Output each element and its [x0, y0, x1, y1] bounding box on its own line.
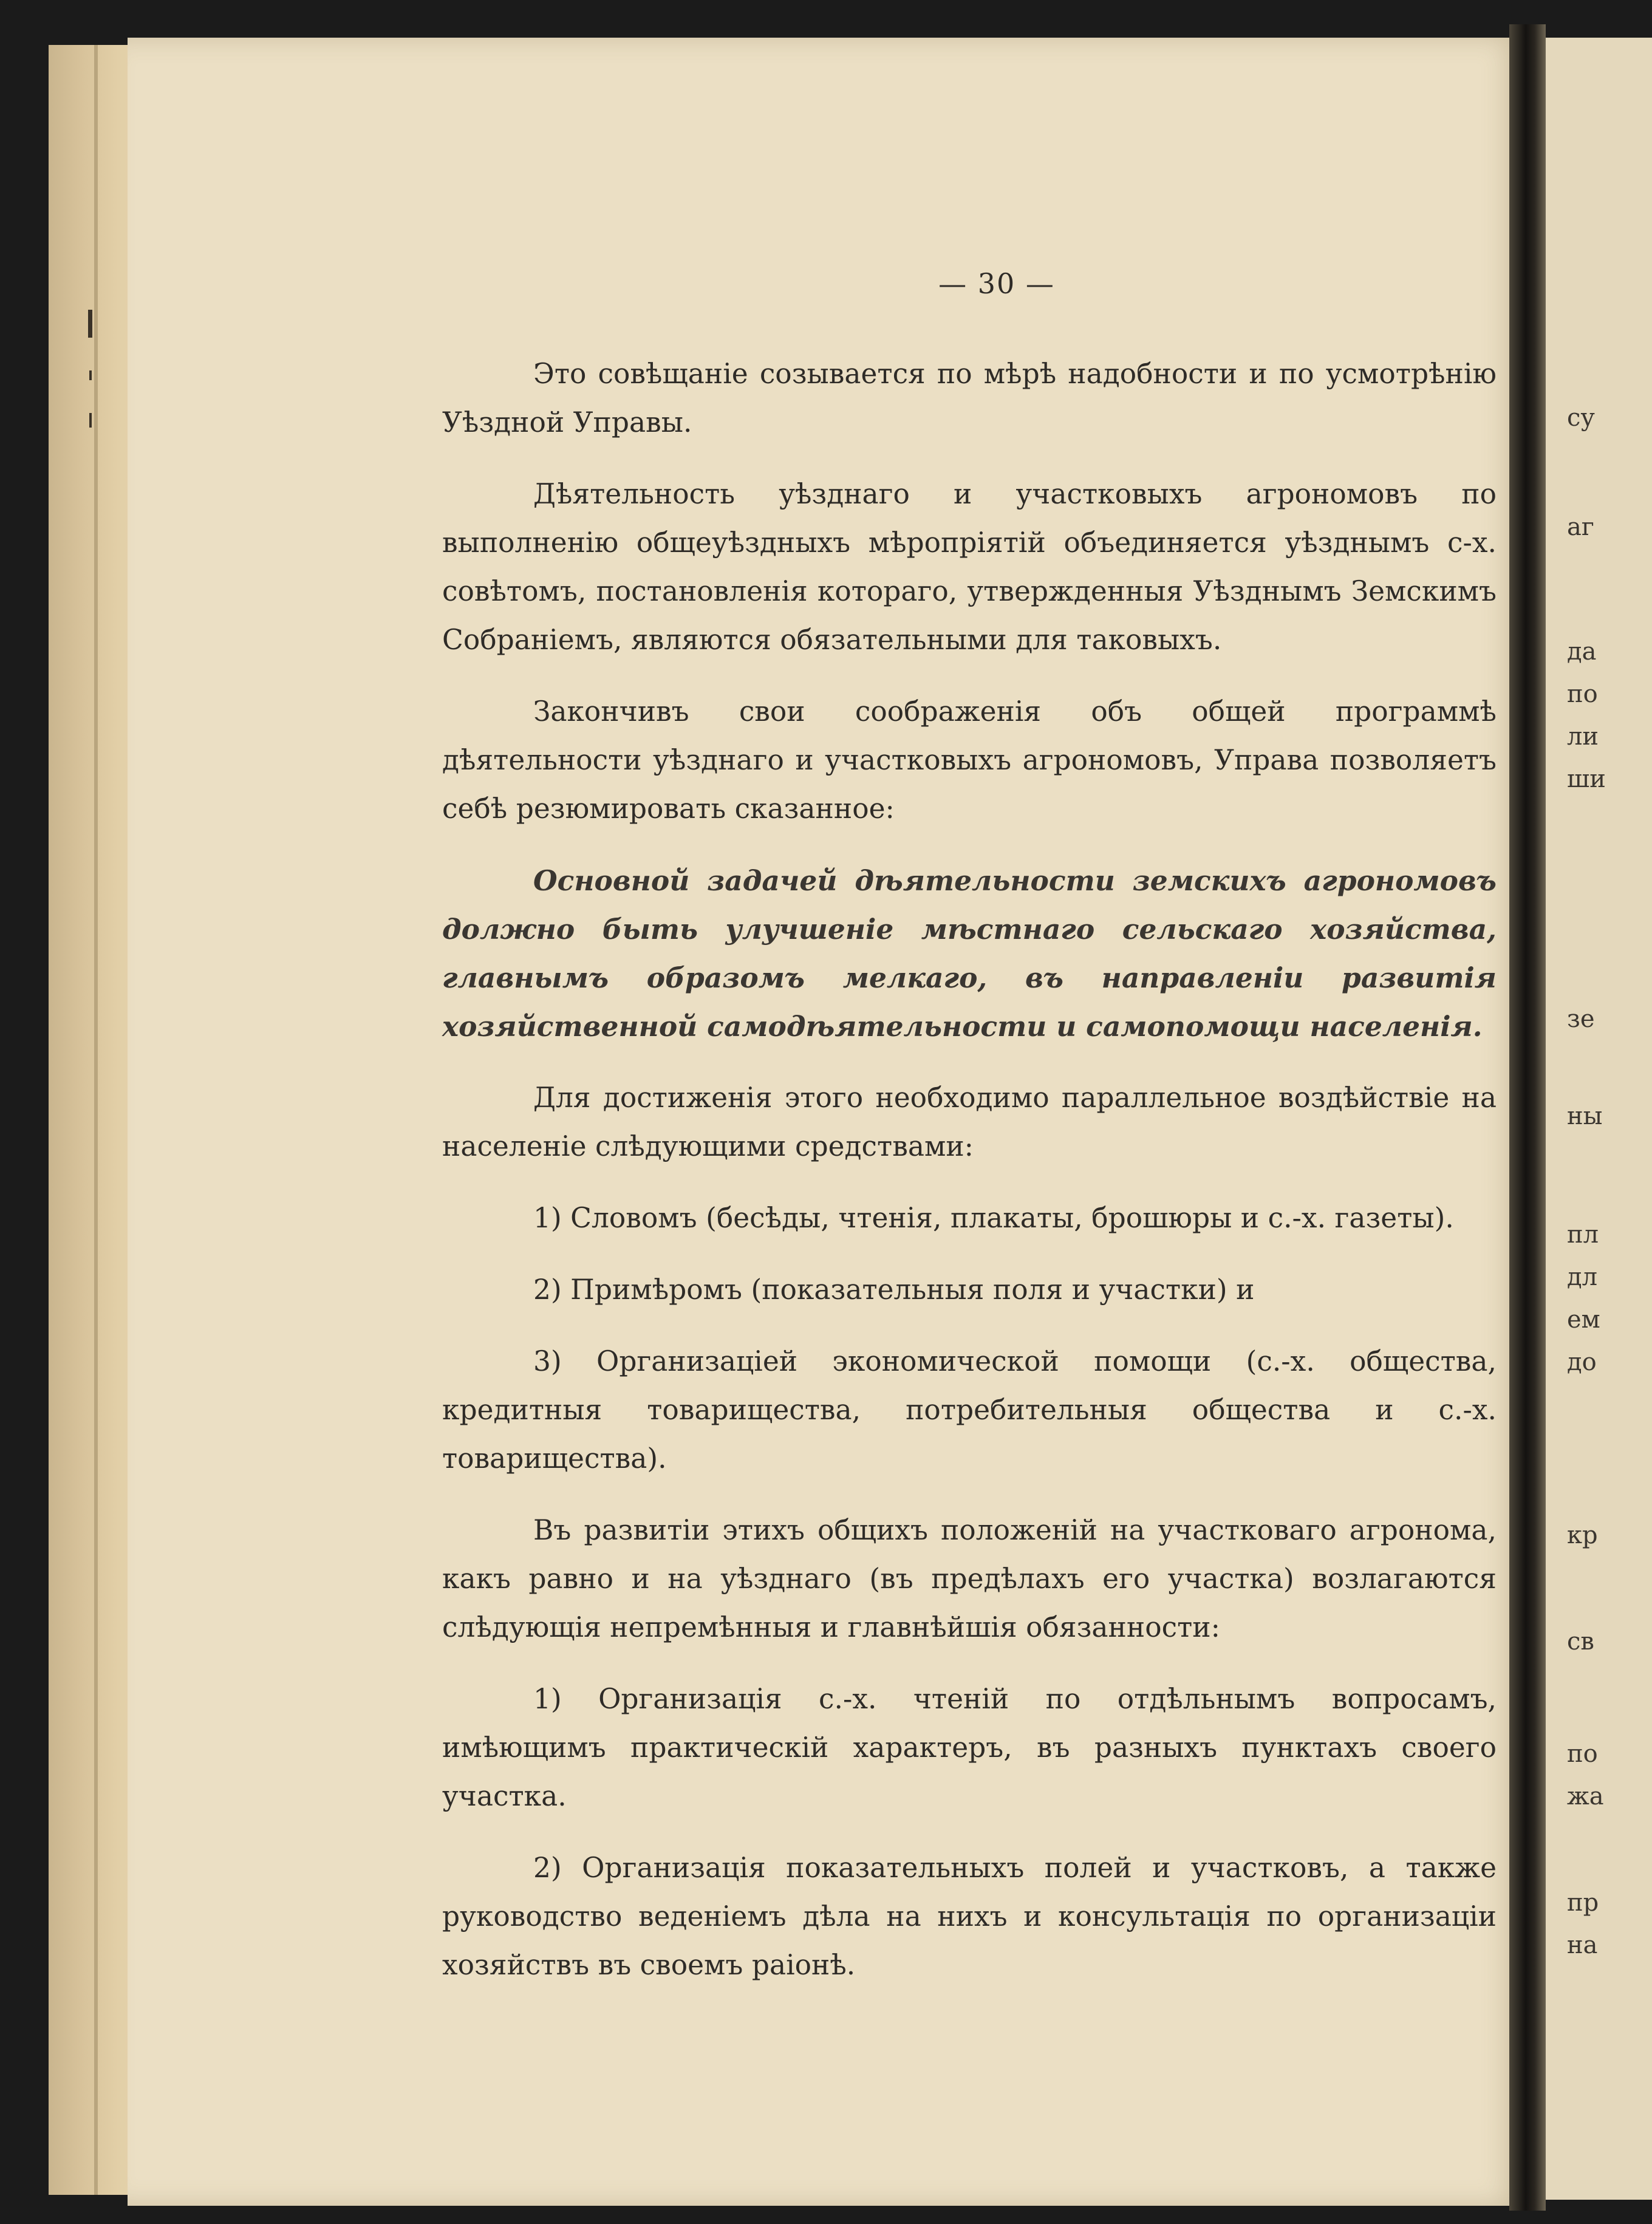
item-title: Словомъ — [570, 1202, 697, 1234]
item-text: (бесѣды, чтенія, плакаты, брошюры и с.-х. газеты). — [697, 1202, 1454, 1234]
item-text: (с.-х. общества, кредитныя товарищества, потребительныя общества и с.-х. товарищества). — [442, 1345, 1497, 1475]
binding-line — [94, 45, 98, 2195]
edge-mark — [88, 310, 92, 338]
facing-page-fragment: пр — [1567, 1889, 1599, 1917]
means-item — [442, 1266, 1497, 1314]
item-title: Организаціей экономической помощи — [596, 1345, 1212, 1377]
facing-page-fragment: пл — [1567, 1221, 1599, 1249]
facing-page-fragment: дл — [1567, 1263, 1598, 1291]
facing-page-fragment: ли — [1567, 723, 1599, 751]
facing-page-fragment: кр — [1567, 1521, 1598, 1549]
duty-item: 2) Организація показательныхъ полей и участковъ, а также руководство веденіемъ дѣла на нихъ и консультація по организаціи хозяйствъ въ своемъ раіонѣ. — [442, 1852, 1497, 1981]
facing-page-fragment: аг — [1567, 513, 1594, 541]
edge-mark — [89, 370, 92, 380]
paragraph: Дѣятельность уѣзднаго и участковыхъ агрономовъ по выполненію общеуѣздныхъ мѣропріятій объединяется уѣзднымъ с-х. совѣтомъ, постановленія котораго, утвержденныя Уѣзднымъ Земскимъ Собраніемъ, являются обязательными для таковыхъ. — [442, 478, 1497, 656]
facing-page-fragment: ны — [1567, 1102, 1603, 1130]
paragraph: Это совѣщаніе созывается по мѣрѣ надобности и по усмотрѣнію Уѣздной Управы. — [442, 358, 1497, 438]
summary-italic-paragraph: Основной задачей дѣятельности земскихъ агрономовъ должно быть улучшеніе мѣстнаго сельскаго хозяйства, главнымъ образомъ мелкаго, въ направленіи развитія хозяйственной самодѣятельности и самопомощи населенія. — [442, 864, 1497, 1043]
facing-page-fragment: жа — [1567, 1782, 1604, 1810]
means-item — [442, 1194, 1497, 1243]
item-text: (показательныя поля и участки) и — [742, 1274, 1255, 1306]
paragraph: Для достиженія этого необходимо параллельное воздѣйствіе на населеніе слѣдующими средствами: — [442, 1082, 1497, 1162]
facing-page-fragment: по — [1567, 1740, 1598, 1768]
duty-item: 1) Организація с.-х. чтеній по отдѣльнымъ вопросамъ, имѣющимъ практическій характеръ, въ разныхъ пунктахъ своего участка. — [442, 1683, 1497, 1812]
facing-page-fragment: до — [1567, 1348, 1597, 1376]
facing-page-fragment: зе — [1567, 1005, 1595, 1033]
facing-page-fragment: да — [1567, 638, 1597, 666]
page-number: — 30 — — [938, 267, 1055, 300]
facing-page-fragment: су — [1567, 404, 1595, 432]
edge-mark — [89, 413, 92, 428]
item-number: 1) — [533, 1202, 562, 1234]
facing-page-fragment: на — [1567, 1931, 1598, 1959]
means-item — [442, 1337, 1497, 1483]
facing-page-fragment: ем — [1567, 1306, 1600, 1334]
paragraph: Закончивъ свои соображенія объ общей программѣ дѣятельности уѣзднаго и участковыхъ агрономовъ, Управа позволяетъ себѣ резюмировать сказанное: — [442, 695, 1497, 825]
facing-page-fragment: св — [1567, 1628, 1594, 1656]
paragraph: Въ развитіи этихъ общихъ положеній на участковаго агронома, какъ равно и на уѣзднаго (въ предѣлахъ его участка) возлагаются слѣдующія непремѣнныя и главнѣйшія обязанности: — [442, 1514, 1497, 1643]
facing-page-fragment: по — [1567, 680, 1598, 708]
item-number: 3) — [533, 1345, 562, 1377]
item-number: 2) — [533, 1274, 562, 1306]
item-title: Примѣромъ — [570, 1274, 742, 1306]
page-text — [442, 267, 1497, 2013]
book-gutter — [1509, 24, 1546, 2211]
facing-page-fragment: ши — [1567, 765, 1606, 793]
